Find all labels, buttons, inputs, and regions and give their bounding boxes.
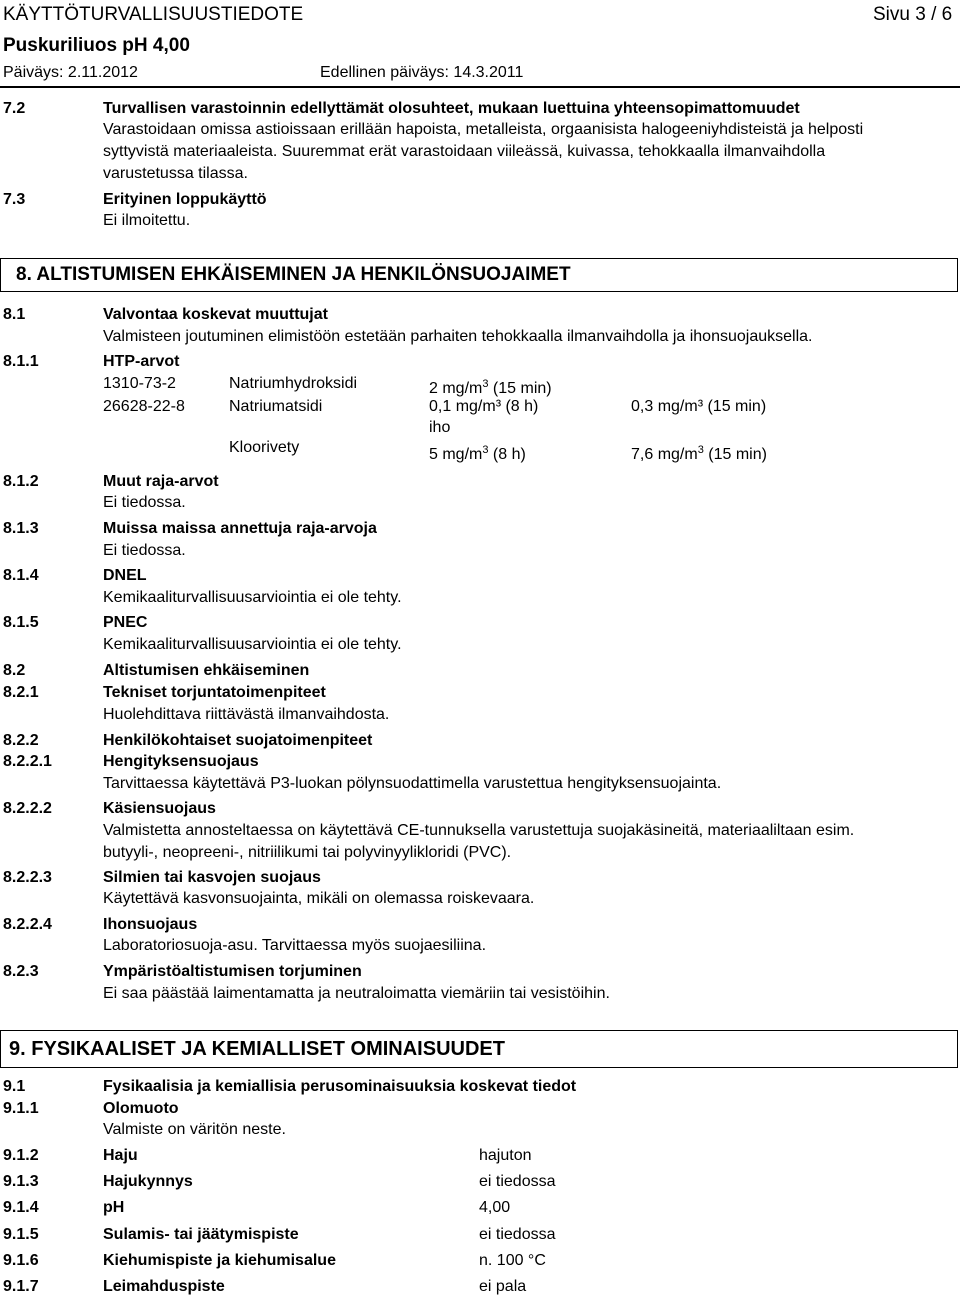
property-label: Sulamis- tai jäätymispiste: [103, 1226, 299, 1243]
section-title: Muut raja-arvot: [103, 473, 219, 490]
section-title: Olomuoto: [103, 1100, 179, 1117]
section-title: DNEL: [103, 567, 147, 584]
section-title: Ympäristöaltistumisen torjuminen: [103, 963, 362, 980]
limit-note: iho: [429, 419, 451, 436]
limit-value: 2 $mg/m^3$ (15 min): [429, 378, 552, 397]
section-text: Huolehdittava riittävästä ilmanvaihdosta.: [103, 706, 390, 723]
section-number: 7.3: [3, 191, 26, 208]
date: Päiväys: 2.11.2012: [3, 64, 138, 81]
page-number: Sivu 3 / 6: [873, 4, 953, 25]
section-title: Tekniset torjuntatoimenpiteet: [103, 684, 326, 701]
section-title: Silmien tai kasvojen suojaus: [103, 869, 321, 886]
section-text: Ei tiedossa.: [103, 542, 186, 559]
property-label: Hajukynnys: [103, 1173, 193, 1190]
section-9-heading: 9. FYSIKAALISET JA KEMIALLISET OMINAISUUDET: [9, 1038, 505, 1060]
substance-name: Natriumatsidi: [229, 398, 323, 415]
section-text: Valmisteen joutuminen elimistöön estetään parhaiten tehokkaalla ilmanvaihdolla ja ihonsuojauksella.: [103, 328, 813, 345]
section-title: Valvontaa koskevat muuttujat: [103, 306, 328, 323]
section-text: Ei tiedossa.: [103, 494, 186, 511]
property-number: 9.1.4: [3, 1199, 39, 1216]
property-label: Leimahduspiste: [103, 1278, 225, 1295]
previous-date: Edellinen päiväys: 14.3.2011: [320, 64, 524, 81]
section-8-heading: 8. ALTISTUMISEN EHKÄISEMINEN JA HENKILÖNSUOJAIMET: [16, 264, 571, 285]
section-text: varustetussa tilassa.: [103, 165, 248, 182]
section-text: Laboratoriosuoja-asu. Tarvittaessa myös suojaesiliina.: [103, 937, 487, 954]
section-number: 8.2.2: [3, 732, 39, 749]
cas-number: 26628-22-8: [103, 398, 185, 415]
section-text: Käytettävä kasvonsuojainta, mikäli on olemassa roiskevaara.: [103, 890, 535, 907]
section-number: 9.1.1: [3, 1100, 39, 1117]
section-text: Tarvittaessa käytettävä P3-luokan pölynsuodattimella varustettua hengityksensuojainta.: [103, 775, 722, 792]
property-value: ei pala: [479, 1278, 527, 1295]
property-value: ei tiedossa: [479, 1226, 556, 1243]
section-number: 7.2: [3, 100, 26, 117]
section-title: Turvallisen varastoinnin edellyttämät olosuhteet, mukaan luettuina yhteensopimattomuudet: [103, 100, 800, 117]
property-number: 9.1.6: [3, 1252, 39, 1269]
document-title: KÄYTTÖTURVALLISUUSTIEDOTE: [3, 4, 304, 25]
substance-name: Natriumhydroksidi: [229, 375, 358, 392]
section-number: 8.2.2.4: [3, 916, 52, 933]
section-number: 8.1.4: [3, 567, 39, 584]
cas-number: 1310-73-2: [103, 375, 176, 392]
section-title: Fysikaalisia ja kemiallisia perusominaisuuksia koskevat tiedot: [103, 1078, 577, 1095]
limit-value: 0,1 mg/m³ (8 h): [429, 398, 539, 415]
section-title: PNEC: [103, 614, 148, 631]
section-number: 8.2.2.2: [3, 800, 52, 817]
section-text: Ei ilmoitettu.: [103, 212, 191, 229]
section-9-header: [0, 1030, 958, 1068]
section-number: 8.2.2.1: [3, 753, 52, 770]
property-label: Kiehumispiste ja kiehumisalue: [103, 1252, 336, 1269]
section-text: butyyli-, neopreeni-, nitriilikumi tai polyvinyylikloridi (PVC).: [103, 844, 512, 861]
short-term-limit: 0,3 mg/m³ (15 min): [631, 398, 767, 415]
section-number: 8.1.2: [3, 473, 39, 490]
section-text: Kemikaaliturvallisuusarviointia ei ole tehty.: [103, 589, 402, 606]
section-number: 8.1.5: [3, 614, 39, 631]
property-value: n. 100 °C: [479, 1252, 546, 1269]
property-label: pH: [103, 1199, 125, 1216]
section-title: Henkilökohtaiset suojatoimenpiteet: [103, 732, 373, 749]
section-text: syttyvistä materiaaleista. Suuremmat erät varastoidaan viileässä, kuivassa, tehokkaalla ilmanvaihdolla: [103, 143, 826, 160]
property-value: 4,00: [479, 1199, 511, 1216]
short-term-limit: 7,6 $mg/m^3$ (15 min): [631, 444, 767, 463]
section-number: 8.2.2.3: [3, 869, 52, 886]
substance-name: Kloorivety: [229, 439, 300, 456]
section-text: Valmistetta annosteltaessa on käytettävä CE-tunnuksella varustettuja suojakäsineitä, materiaaliltaan esim.: [103, 822, 855, 839]
section-title: Ihonsuojaus: [103, 916, 198, 933]
section-title: Erityinen loppukäyttö: [103, 191, 267, 208]
section-text: Kemikaaliturvallisuusarviointia ei ole tehty.: [103, 636, 402, 653]
section-number: 8.2: [3, 662, 26, 679]
section-number: 8.1: [3, 306, 26, 323]
section-title: HTP-arvot: [103, 353, 180, 370]
section-text: Ei saa päästää laimentamatta ja neutraloimatta viemäriin tai vesistöihin.: [103, 985, 610, 1002]
section-number: 8.1.3: [3, 520, 39, 537]
property-value: hajuton: [479, 1147, 532, 1164]
property-number: 9.1.5: [3, 1226, 39, 1243]
section-title: Käsiensuojaus: [103, 800, 216, 817]
property-number: 9.1.2: [3, 1147, 39, 1164]
property-number: 9.1.3: [3, 1173, 39, 1190]
limit-value: 5 $mg/m^3$ (8 h): [429, 444, 526, 463]
section-number: 8.2.1: [3, 684, 39, 701]
header-divider: [0, 86, 960, 88]
section-title: Muissa maissa annettuja raja-arvoja: [103, 520, 377, 537]
section-text: Varastoidaan omissa astioissaan erillään hapoista, metalleista, orgaanisista halogeeniyhdisteistä ja helposti: [103, 121, 864, 138]
property-label: Haju: [103, 1147, 138, 1164]
section-text: Valmiste on väritön neste.: [103, 1121, 286, 1138]
section-title: Altistumisen ehkäiseminen: [103, 662, 310, 679]
section-title: Hengityksensuojaus: [103, 753, 259, 770]
section-8-header: [0, 258, 958, 292]
property-number: 9.1.7: [3, 1278, 39, 1295]
section-number: 8.1.1: [3, 353, 39, 370]
section-number: 8.2.3: [3, 963, 39, 980]
product-name: Puskuriliuos pH 4,00: [3, 35, 190, 56]
section-number: 9.1: [3, 1078, 26, 1095]
property-value: ei tiedossa: [479, 1173, 556, 1190]
